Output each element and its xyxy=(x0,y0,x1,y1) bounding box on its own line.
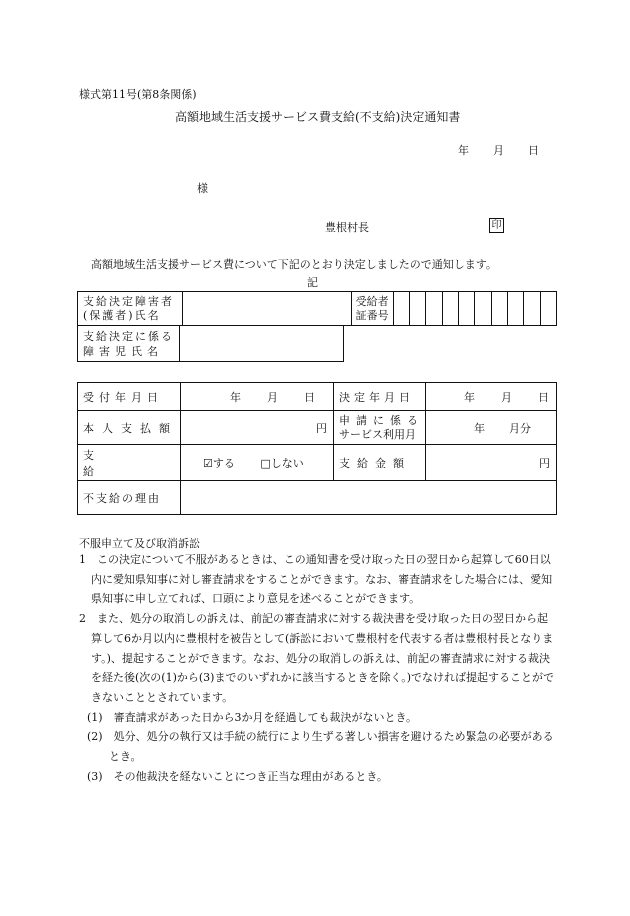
reason-value[interactable] xyxy=(181,481,557,515)
receipt-date-label: 受付年月日 xyxy=(78,383,181,411)
service-month-label: 申請に係る サービス利用月 xyxy=(334,411,426,445)
cert-digit-6[interactable] xyxy=(475,292,491,326)
cert-digit-4[interactable] xyxy=(442,292,458,326)
child-name-label: 支給決定に係る 障害児氏名 xyxy=(78,326,180,362)
cert-digit-1[interactable] xyxy=(393,292,409,326)
payment-options xyxy=(181,445,334,481)
date-year-label: 年 xyxy=(458,144,469,157)
cert-digit-2[interactable] xyxy=(409,292,425,326)
appeal-sub-3: (3) その他裁決を経ないことにつき正当な理由があるとき。 xyxy=(87,769,388,783)
guardian-name-label: 支給決定障害者 (保護者)氏名 xyxy=(78,292,183,326)
decision-date-value[interactable]: 年 月 日 xyxy=(426,383,557,411)
guardian-name-value[interactable] xyxy=(183,292,352,326)
self-pay-label: 本人支払額 xyxy=(78,411,181,445)
applicant-table xyxy=(77,291,557,326)
date-month-label: 月 xyxy=(493,144,504,157)
certificate-number-label: 受給者 証番号 xyxy=(351,292,393,326)
receipt-date-value[interactable]: 年 月 日 xyxy=(181,383,334,411)
service-month-value[interactable]: 年 月分 xyxy=(426,411,557,445)
self-pay-value[interactable]: 円 xyxy=(181,411,334,445)
seal-mark-text: 印 xyxy=(489,218,504,233)
cert-digit-8[interactable] xyxy=(507,292,523,326)
payment-amount-value[interactable]: 円 xyxy=(426,445,557,481)
option-no[interactable]: □しない xyxy=(260,456,304,470)
cert-digit-7[interactable] xyxy=(491,292,507,326)
payment-amount-label: 支給金額 xyxy=(334,445,426,481)
seal-mark xyxy=(489,218,504,233)
option-yes[interactable]: ☑する xyxy=(203,456,235,470)
recipient-suffix: 様 xyxy=(197,182,208,195)
cert-digit-9[interactable] xyxy=(524,292,540,326)
form-number: 様式第11号(第8条関係) xyxy=(79,88,197,101)
document-title: 高額地域生活支援サービス費支給(不支給)決定通知書 xyxy=(175,110,461,124)
cert-digit-10[interactable] xyxy=(540,292,556,326)
issuer-name: 豊根村長 xyxy=(325,221,369,234)
child-name-value[interactable] xyxy=(180,326,344,362)
appeal-sub-1: (1) 審査請求があった日から3か月を経過しても裁決がないとき。 xyxy=(87,710,418,724)
intro-text: 高額地域生活支援サービス費について下記のとおり決定しましたので通知します。 xyxy=(91,258,497,271)
appeal-notes xyxy=(79,550,557,786)
reason-label: 不支給の理由 xyxy=(78,481,181,515)
appeal-sub-2: (2) 処分、処分の執行又は手続の続行により生ずる著しい損害を避けるため緊急の必要があるとき。 xyxy=(87,730,554,764)
appeal-heading: 不服申立て及び取消訴訟 xyxy=(79,537,200,550)
decision-date-label: 決定年月日 xyxy=(334,383,426,411)
cert-digit-3[interactable] xyxy=(426,292,442,326)
ki-label: 記 xyxy=(307,276,318,289)
date-day-label: 日 xyxy=(528,144,539,157)
payment-label: 支給 xyxy=(78,445,181,481)
child-table xyxy=(77,325,344,362)
cert-digit-5[interactable] xyxy=(458,292,474,326)
appeal-item-2: 2 また、処分の取消しの訴えは、前記の審査請求に対する裁決書を受け取った日の翌日から起算して6か月以内に豊根村を被告として(訴訟において豊根村を代表する者は豊根村長となります。)、提起することができます。なお、処分の取消しの訴えは、前記の審査請求に対する裁決を経た後(次の(1)から(3)までのいずれかに該当するときを除く。)でなければ提起することができないこととされています。 xyxy=(79,612,555,704)
appeal-item-1: 1 この決定について不服があるときは、この通知書を受け取った日の翌日から起算して60日以内に愛知県知事に対し審査請求をすることができます。なお、審査請求をした場合には、愛知県知事に申し立てれば、口頭により意見を述べることができます。 xyxy=(79,553,553,606)
decision-table xyxy=(77,382,557,515)
